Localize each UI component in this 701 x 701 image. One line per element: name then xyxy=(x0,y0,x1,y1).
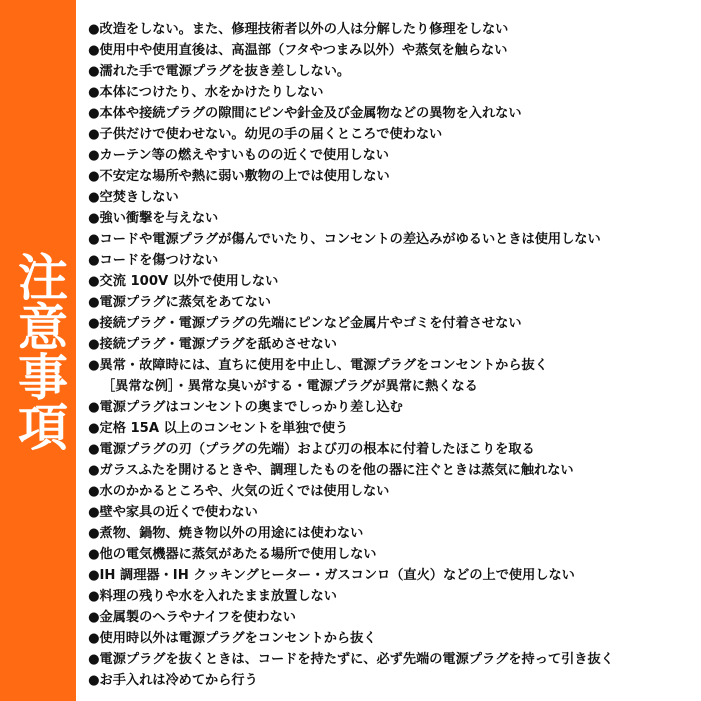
sidebar-banner xyxy=(0,0,76,701)
caution-item: ●接続プラグ・電源プラグを舐めさせない xyxy=(88,337,337,352)
caution-item: ●使用中や使用直後は、高温部（フタやつまみ以外）や蒸気を触らない xyxy=(88,43,508,58)
caution-item: ●電源プラグの刃（プラグの先端）および刃の根本に付着したほこりを取る xyxy=(88,442,535,457)
caution-item: ●使用時以外は電源プラグをコンセントから抜く xyxy=(88,631,377,646)
caution-item: ●交流 100V 以外で使用しない xyxy=(88,274,279,289)
caution-item: ●定格 15A 以上のコンセントを単独で使う xyxy=(88,421,349,436)
caution-item: ●カーテン等の燃えやすいものの近くで使用しない xyxy=(88,148,389,163)
caution-list xyxy=(88,19,693,691)
caution-item: ●異常・故障時には、直ちに使用を中止し、電源プラグをコンセントから抜く xyxy=(88,358,548,373)
caution-item: ●煮物、鍋物、焼き物以外の用途には使わない xyxy=(88,526,364,541)
caution-item: ●空焚きしない xyxy=(88,190,179,205)
caution-item: ●水のかかるところや、火気の近くでは使用しない xyxy=(88,484,390,499)
caution-item: ●濡れた手で電源プラグを抜き差ししない。 xyxy=(88,64,351,79)
caution-item: ●電源プラグはコンセントの奥までしっかり差し込む xyxy=(88,400,403,415)
sidebar-title: 注意事項 xyxy=(10,250,68,451)
caution-item: ●本体につけたり、水をかけたりしない xyxy=(88,85,324,100)
caution-item: ●金属製のヘラやナイフを使わない xyxy=(88,610,296,625)
caution-item: ●コードを傷つけない xyxy=(88,253,219,268)
caution-item: ●お手入れは冷めてから行う xyxy=(88,673,258,688)
caution-item: ●ガラスふたを開けるときや、調理したものを他の器に注ぐときは蒸気に触れない xyxy=(88,463,574,478)
caution-item: ●IH 調理器・IH クッキングヒーター・ガスコンロ（直火）などの上で使用しない xyxy=(88,568,575,583)
caution-item: ●不安定な場所や熱に弱い敷物の上では使用しない xyxy=(88,169,390,184)
caution-item: ●子供だけで使わせない。幼児の手の届くところで使わない xyxy=(88,127,443,142)
caution-sub-item: ［異常な例］・異常な臭いがする・電源プラグが異常に熱くなる xyxy=(102,379,478,394)
caution-item: ●強い衝撃を与えない xyxy=(88,211,219,226)
caution-item: ●電源プラグに蒸気をあてない xyxy=(88,295,271,310)
caution-item: ●コードや電源プラグが傷んでいたり、コンセントの差込みがゆるいときは使用しない xyxy=(88,232,601,247)
caution-item: ●接続プラグ・電源プラグの先端にピンなど金属片やゴミを付着させない xyxy=(88,316,522,331)
caution-item: ●改造をしない。また、修理技術者以外の人は分解したり修理をしない xyxy=(88,22,509,37)
caution-item: ●他の電気機器に蒸気があたる場所で使用しない xyxy=(88,547,377,562)
caution-item: ●電源プラグを抜くときは、コードを持たずに、必ず先端の電源プラグを持って引き抜く xyxy=(88,652,614,667)
caution-item: ●本体や接続プラグの隙間にピンや針金及び金属物などの異物を入れない xyxy=(88,106,522,121)
caution-item: ●壁や家具の近くで使わない xyxy=(88,505,258,520)
caution-item: ●料理の残りや水を入れたまま放置しない xyxy=(88,589,337,604)
